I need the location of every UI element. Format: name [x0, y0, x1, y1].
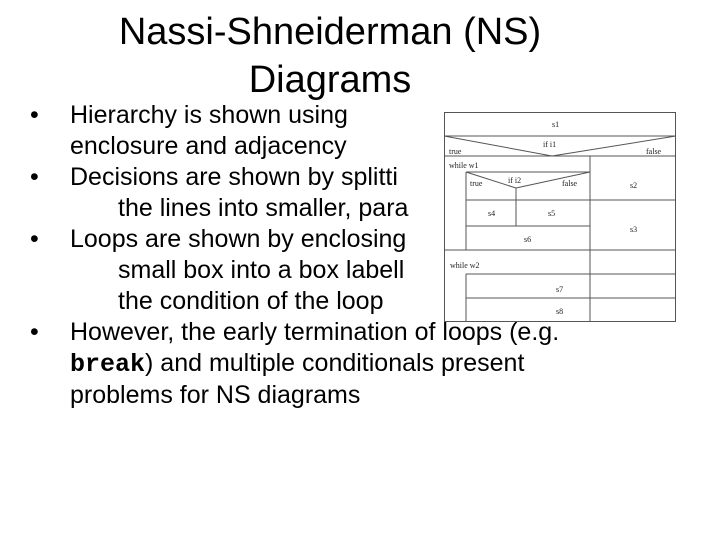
label-s5: s5 — [548, 209, 556, 218]
bullet-item-4 — [26, 317, 646, 411]
label-s8: s8 — [556, 307, 564, 316]
bullet-4-line-1: However, the early termination of loops (e.g. — [70, 318, 560, 346]
bullet-dot: • — [30, 101, 39, 129]
label-while-w1: while w1 — [449, 161, 479, 170]
label-s3: s3 — [630, 225, 638, 234]
label-if-i2: if i2 — [508, 176, 522, 185]
label-s1: s1 — [552, 120, 560, 129]
bullet-item-2 — [26, 162, 646, 224]
title-line-1: Nassi-Shneiderman (NS) — [118, 11, 542, 53]
label-s6: s6 — [524, 235, 532, 244]
bullet-2-line-1: Decisions are shown by splitti — [70, 163, 398, 191]
label-if-i1: if i1 — [543, 140, 557, 149]
label-true-2: true — [470, 179, 483, 188]
label-s2: s2 — [630, 181, 638, 190]
bullet-dot: • — [30, 163, 39, 191]
label-false-2: false — [562, 179, 578, 188]
bullet-4-line-3: problems for NS diagrams — [70, 381, 361, 409]
bullet-item-1 — [26, 100, 646, 162]
title-line-2: Diagrams — [248, 59, 412, 101]
slide-title — [40, 8, 620, 104]
label-false-1: false — [646, 147, 662, 156]
bullet-1-line-1: Hierarchy is shown using — [70, 101, 348, 129]
label-while-w2: while w2 — [450, 261, 480, 270]
bullet-1-line-2: enclosure and adjacency — [70, 132, 347, 160]
bullet-list — [26, 100, 646, 411]
label-s4: s4 — [488, 209, 496, 218]
label-true-1: true — [449, 147, 462, 156]
bullet-4-line-2-rest: ) and multiple conditionals present — [145, 349, 525, 377]
code-break: break — [70, 350, 146, 379]
bullet-dot: • — [30, 225, 39, 253]
bullet-3-line-2: small box into a box labell — [118, 256, 405, 284]
bullet-3-line-3: the condition of the loop — [118, 287, 384, 315]
bullet-2-line-2: the lines into smaller, para — [118, 194, 409, 222]
bullet-dot: • — [30, 318, 39, 346]
bullet-item-3 — [26, 224, 646, 317]
label-s7: s7 — [556, 285, 564, 294]
bullet-4-line-2 — [70, 348, 646, 380]
bullet-3-line-1: Loops are shown by enclosing — [70, 225, 407, 253]
